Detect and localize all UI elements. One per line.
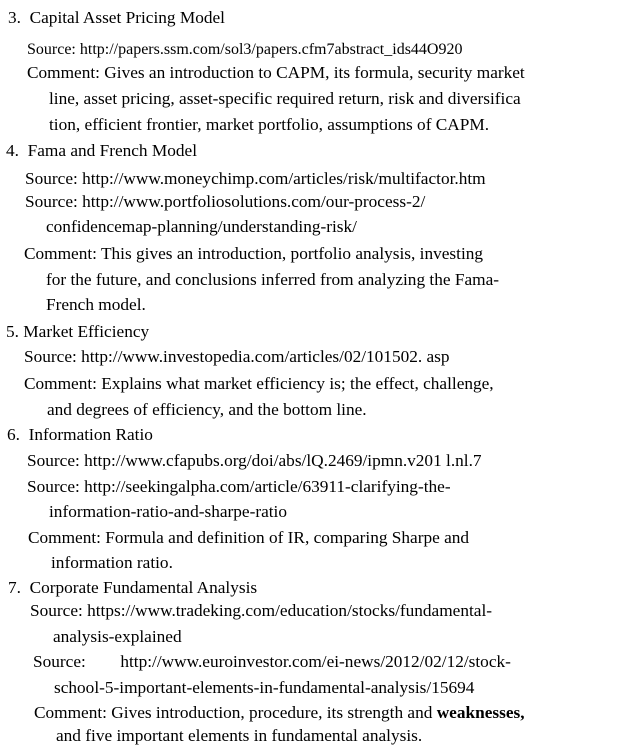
heading-information-ratio: 6. Information Ratio [7, 425, 153, 444]
source-line: Source: http://papers.ssm.com/sol3/papers.cfm7abstract_ids44O920 [27, 41, 463, 58]
comment-line: and degrees of efficiency, and the bottom line. [47, 400, 367, 419]
heading-fundamental-analysis: 7. Corporate Fundamental Analysis [8, 578, 258, 597]
source-line: Source: http://www.portfoliosolutions.com/our-process-2/ [25, 192, 426, 211]
comment-line: tion, efficient frontier, market portfolio, assumptions of CAPM. [49, 115, 490, 134]
comment-line: French model. [46, 295, 146, 314]
comment-line: Comment: Gives an introduction to CAPM, its formula, security market [27, 63, 525, 82]
comment-line: line, asset pricing, asset-specific required return, risk and diversifica [49, 89, 521, 108]
comment-line [34, 703, 525, 723]
source-line: information-ratio-and-sharpe-ratio [49, 502, 287, 521]
emphasis-word: weaknesses, [436, 703, 525, 722]
source-line: Source: http://www.cfapubs.org/doi/abs/lQ.2469/ipmn.v201 l.nl.7 [27, 451, 482, 470]
source-line: school-5-important-elements-in-fundamental-analysis/15694 [54, 678, 475, 697]
source-line: Source: http://www.investopedia.com/articles/02/101502. asp [24, 347, 450, 366]
heading-capm: 3. Capital Asset Pricing Model [8, 8, 225, 27]
source-line: Source: https://www.tradeking.com/education/stocks/fundamental- [30, 601, 493, 620]
heading-market-efficiency: 5. Market Efficiency [6, 322, 150, 341]
comment-line: and five important elements in fundamental analysis. [56, 726, 423, 745]
comment-line: Comment: Formula and definition of IR, comparing Sharpe and [28, 528, 470, 547]
comment-line: information ratio. [51, 553, 173, 572]
comment-line: Comment: This gives an introduction, portfolio analysis, investing [24, 244, 484, 263]
comment-text: Comment: Gives introduction, procedure, its strength and [34, 703, 437, 722]
source-line: Source: http://seekingalpha.com/article/63911-clarifying-the- [27, 477, 451, 496]
source-line: Source: http://www.moneychimp.com/articles/risk/multifactor.htm [25, 169, 486, 188]
heading-fama-french: 4. Fama and French Model [6, 141, 198, 160]
source-line: Source: http://www.euroinvestor.com/ei-news/2012/02/12/stock- [33, 652, 511, 671]
source-line: confidencemap-planning/understanding-risk/ [46, 217, 357, 236]
source-line: analysis-explained [53, 627, 182, 646]
comment-line: Comment: Explains what market efficiency is; the effect, challenge, [24, 374, 494, 393]
comment-line: for the future, and conclusions inferred from analyzing the Fama- [46, 270, 499, 289]
